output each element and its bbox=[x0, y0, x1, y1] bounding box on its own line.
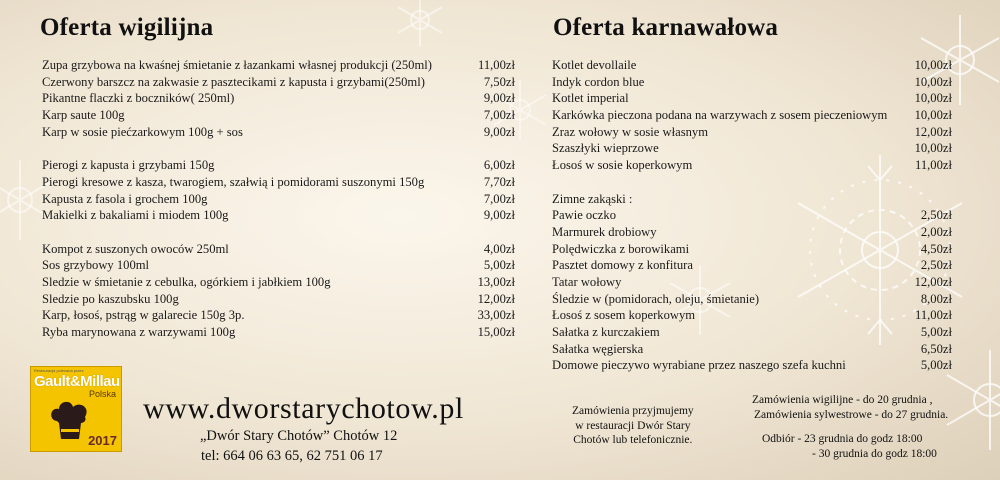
dish-name: Śledzie w (pomidorach, oleju, śmietanie) bbox=[552, 291, 760, 306]
dish-price: 12,00zł bbox=[914, 124, 952, 139]
list-item bbox=[42, 157, 515, 174]
list-item bbox=[552, 207, 952, 224]
dish-price: 11,00zł bbox=[478, 58, 515, 72]
phone-numbers: tel: 664 06 63 65, 62 751 06 17 bbox=[201, 448, 383, 464]
list-item bbox=[42, 324, 515, 341]
list-item bbox=[42, 124, 515, 141]
dish-name: Sledzie po kaszubsku 100g bbox=[42, 291, 179, 306]
orders-info bbox=[572, 404, 694, 448]
list-item bbox=[42, 74, 515, 91]
dish-price: 9,00zł bbox=[483, 208, 515, 223]
dish-price: 10,00zł bbox=[914, 141, 952, 156]
dish-name: Karp w sosie piećzarkowym 100g + sos bbox=[42, 124, 243, 139]
dish-name: Łosoś z sosem koperkowym bbox=[552, 308, 696, 323]
dish-name: Sałatka z kurczakiem bbox=[552, 325, 660, 339]
list-item bbox=[552, 157, 952, 174]
list-item bbox=[42, 307, 515, 324]
dish-price: 8,00zł bbox=[920, 291, 952, 306]
dish-name: Pierogi z kapusta i grzybami 150g bbox=[42, 158, 215, 173]
orders-info-line: Zamówienia przyjmujemy bbox=[572, 405, 694, 417]
dish-price: 4,00zł bbox=[483, 241, 515, 256]
dish-price: 2,50zł bbox=[920, 258, 952, 273]
deadline-line: Zamówienia sylwestrowe - do 27 grudnia. bbox=[754, 408, 949, 421]
dish-price: 6,50zł bbox=[920, 341, 952, 356]
dish-name: Zupa grzybowa na kwaśnej śmietanie z łazankami własnej produkcji (250ml) bbox=[42, 58, 432, 72]
pickup-line: - 30 grudnia do godz 18:00 bbox=[812, 447, 937, 460]
dish-name: Kotlet devollaile bbox=[552, 58, 637, 72]
pickup-times bbox=[762, 432, 937, 461]
list-item bbox=[42, 174, 515, 191]
dish-name: Karp saute 100g bbox=[42, 108, 125, 123]
chef-hat-icon bbox=[47, 399, 93, 443]
dish-name: Marmurek drobiowy bbox=[552, 224, 657, 239]
dish-price: 15,00zł bbox=[477, 325, 515, 339]
dish-name: Pawie oczko bbox=[552, 208, 616, 223]
dish-name: Pikantne flaczki z boczników( 250ml) bbox=[42, 91, 235, 106]
dish-price: 7,70zł bbox=[483, 174, 515, 189]
logo-brand: Gault&Millau bbox=[34, 373, 120, 390]
list-item bbox=[42, 90, 515, 107]
dish-name: Tatar wołowy bbox=[552, 274, 622, 289]
logo-caption: Restauracja polecana przez bbox=[34, 368, 84, 373]
karnawal-title: Oferta karnawałowa bbox=[553, 14, 779, 41]
list-item bbox=[552, 274, 952, 291]
dish-price: 5,00zł bbox=[920, 358, 952, 373]
dish-price: 10,00zł bbox=[914, 108, 952, 123]
dish-price: 10,00zł bbox=[914, 91, 952, 106]
dish-name: Polędwiczka z borowikami bbox=[552, 241, 690, 256]
dish-price: 7,50zł bbox=[483, 74, 515, 89]
dish-name: Kompot z suszonych owoców 250ml bbox=[42, 241, 229, 256]
website-link[interactable]: www.dworstarychotow.pl bbox=[143, 392, 464, 425]
list-item bbox=[552, 307, 952, 324]
list-item bbox=[552, 140, 952, 157]
dish-price: 5,00zł bbox=[920, 325, 952, 339]
dish-name: Zraz wołowy w sosie własnym bbox=[552, 124, 708, 139]
dish-name: Indyk cordon blue bbox=[552, 74, 645, 89]
dish-name: Karp, łosoś, pstrąg w galarecie 150g 3p. bbox=[42, 308, 245, 323]
list-item bbox=[552, 74, 952, 91]
list-item bbox=[552, 90, 952, 107]
karnawal-menu bbox=[552, 57, 952, 374]
dish-name: Sledzie w śmietanie z cebulka, ogórkiem i jabłkiem 100g bbox=[42, 274, 331, 289]
pickup-line: Odbiór - 23 grudnia do godz 18:00 bbox=[762, 433, 923, 445]
dish-price: 4,50zł bbox=[920, 241, 952, 256]
list-item bbox=[42, 274, 515, 291]
dish-name: Sos grzybowy 100ml bbox=[42, 258, 150, 273]
list-item bbox=[42, 57, 515, 74]
dish-name: Makielki z bakaliami i miodem 100g bbox=[42, 208, 229, 223]
logo-year: 2017 bbox=[88, 433, 117, 448]
dish-price: 10,00zł bbox=[914, 58, 952, 72]
list-item bbox=[42, 257, 515, 274]
cold-appetizers-heading: Zimne zakąski : bbox=[552, 191, 633, 206]
dish-price: 9,00zł bbox=[483, 91, 515, 106]
list-item bbox=[552, 224, 952, 241]
dish-price: 33,00zł bbox=[477, 308, 515, 323]
order-deadlines bbox=[752, 393, 948, 422]
dish-price: 11,00zł bbox=[915, 158, 952, 173]
list-item bbox=[42, 107, 515, 124]
orders-info-line: Chotów lub telefonicznie. bbox=[573, 434, 693, 446]
dish-price: 10,00zł bbox=[914, 74, 952, 89]
list-item bbox=[552, 324, 952, 341]
dish-name: Sałatka węgierska bbox=[552, 341, 644, 356]
wigilia-title: Oferta wigilijna bbox=[40, 14, 214, 41]
dish-name: Pierogi kresowe z kasza, twarogiem, szałwią i pomidorami suszonymi 150g bbox=[42, 174, 425, 189]
dish-price: 12,00zł bbox=[477, 291, 515, 306]
wigilia-menu bbox=[42, 57, 515, 341]
dish-name: Szaszłyki wieprzowe bbox=[552, 141, 659, 156]
list-item bbox=[552, 124, 952, 141]
dish-price: 13,00zł bbox=[477, 274, 515, 289]
dish-name: Kotlet imperial bbox=[552, 91, 629, 106]
dish-price: 12,00zł bbox=[914, 274, 952, 289]
dish-name: Domowe pieczywo wyrabiane przez naszego szefa kuchni bbox=[552, 358, 846, 373]
dish-price: 7,00zł bbox=[483, 108, 515, 123]
dish-price: 11,00zł bbox=[915, 308, 952, 323]
list-item bbox=[552, 241, 952, 258]
restaurant-address: „Dwór Stary Chotów” Chotów 12 bbox=[200, 428, 398, 444]
dish-price: 6,00zł bbox=[483, 158, 515, 173]
list-item bbox=[42, 241, 515, 258]
list-item bbox=[552, 341, 952, 358]
list-item bbox=[552, 257, 952, 274]
dish-name: Czerwony barszcz na zakwasie z pasztecikami z kapusta i grzybami(250ml) bbox=[42, 74, 425, 89]
list-item bbox=[552, 107, 952, 124]
dish-price: 5,00zł bbox=[483, 258, 515, 273]
list-item bbox=[42, 291, 515, 308]
dish-name: Ryba marynowana z warzywami 100g bbox=[42, 325, 236, 339]
list-item bbox=[552, 291, 952, 308]
dish-name: Pasztet domowy z konfitura bbox=[552, 258, 693, 273]
dish-name: Karkówka pieczona podana na warzywach z sosem pieczeniowym bbox=[552, 108, 888, 123]
dish-price: 2,50zł bbox=[920, 208, 952, 223]
dish-price: 2,00zł bbox=[920, 224, 952, 239]
dish-name: Łosoś w sosie koperkowym bbox=[552, 158, 693, 173]
orders-info-line: w restauracji Dwór Stary bbox=[575, 419, 691, 432]
gault-millau-logo bbox=[30, 366, 122, 452]
list-item bbox=[42, 191, 515, 208]
dish-name: Kapusta z fasola i grochem 100g bbox=[42, 191, 208, 206]
dish-price: 7,00zł bbox=[483, 191, 515, 206]
list-item bbox=[42, 207, 515, 224]
list-item bbox=[552, 57, 952, 74]
dish-price: 9,00zł bbox=[483, 124, 515, 139]
list-item bbox=[552, 357, 952, 374]
logo-country: Polska bbox=[88, 389, 116, 399]
deadline-line: Zamówienia wigilijne - do 20 grudnia , bbox=[752, 394, 933, 406]
